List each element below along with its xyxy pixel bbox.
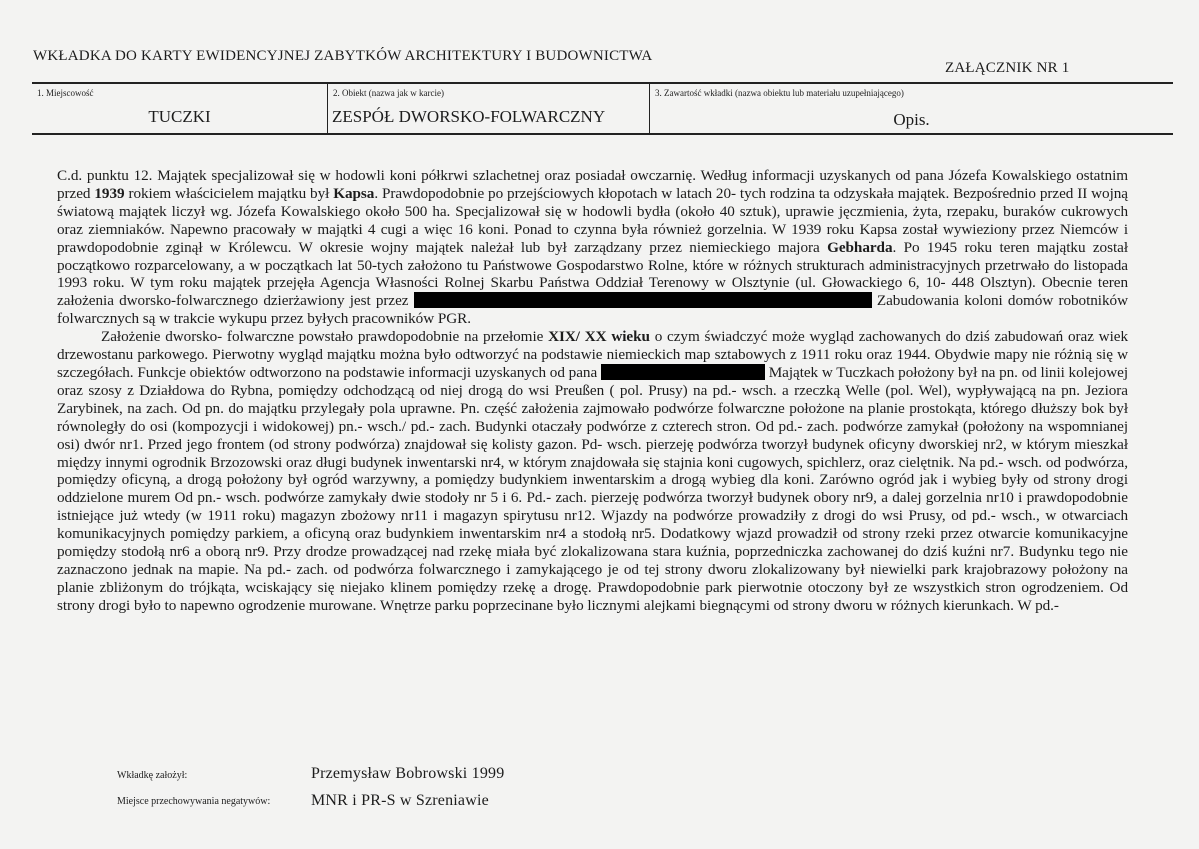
paragraph-1-text: rokiem właścicielem majątku był [124,184,334,202]
paragraph-1-text: . Prawdopodobnie po przejściowych kłopotach w latach 20- tych rodzina ta odzyskała majątek. Bezpośrednio przed II wojną światową majątek liczył wg. Józefa Kowalskiego około 500 ha. Specjalizował się w hodowli bydła (około 40 sztuk), uprawie jęczmienia, żyta, rzepaku, buraków cukrowych oraz ziemniaków. Napewno pracowały w majątki 4 cugi a więc 16 koni. Ponad to czynna była również gorzelnia. W 1939 roku Kapsa został wywieziony przez Niemców i prawdopodobnie zginął w Królewcu. W okresie wojny majątek należał lub był zarządzany przez niemieckiego majora [57,184,1128,256]
bold-name-gebharda: Gebharda [827,238,893,256]
paragraph-2 [57,328,1128,615]
redaction-block [601,364,765,380]
author-label: Wkładkę założył: [117,770,188,781]
paragraph-1 [57,167,1128,328]
bold-century: XIX/ XX wieku [548,328,650,346]
redaction-block [414,292,872,308]
annex-number: ZAŁĄCZNIK NR 1 [945,60,1070,76]
paragraph-2-text: o czym świadczyć może wygląd zachowanych do dziś zabudowań oraz wiek drzewostanu parkowego. Pierwotny wygląd majątku można było odtworzyć na podstawie niemieckich map sztabowych z 1911 roku oraz 1944. Obydwie mapy nie różnią się w szczegółach. Funkcje obiektów odtworzono na podstawie informacji uzyskanych od pana [57,328,1128,381]
bold-name-kapsa: Kapsa [333,184,375,202]
object-value: ZESPÓŁ DWORSKO-FOLWARCZNY [332,107,606,126]
paragraph-1-text: Zabudowania koloni domów robotników folwarcznych są w trakcie wykupu przez byłych pracowników PGR. [57,292,1128,328]
document-title: WKŁADKA DO KARTY EWIDENCYJNEJ ZABYTKÓW ARCHITEKTURY I BUDOWNICTWA [33,48,653,64]
locality-value: TUCZKI [148,107,211,126]
content-cell [650,84,1173,133]
content-value: Opis. [893,110,930,129]
bold-year-1939: 1939 [94,184,125,202]
fields-table [32,82,1173,135]
locality-cell [32,84,328,133]
paragraph-2-text: Majątek w Tuczkach położony był na pn. od linii kolejowej oraz szosy z Działdowa do Rybna, pomiędzy odchodzącą od niej drogą do wsi Preußen ( pol. Prusy) na pd.- wsch. a rzeczką Welle (pol. Wel), wypływającą na pn. Jeziora Zarybinek, na zach. Od pn. do majątku przylegały pola uprawne. Pn. część założenia zajmowało podwórze folwarczne położone na planie prostokąta, którego dłuższy bok był równoległy do osi (kompozycji i widokowej) pn.- wsch./ pd.- zach. Budynki otaczały podwórze z czterech stron. Od pd.- zach. podwórze zamykał (położony na wspomnianej osi) dwór nr1. Przed jego frontem (od strony podwórza) znajdował się kolisty gazon. Pd- wsch. pierzeję podwórza tworzył budynek oficyny dworskiej nr2, w którym mieszkał między innymi ogrodnik Brzozowski oraz długi budynek inwentarski nr4, w którym znajdowała się stajnia koni cugowych, spichlerz, oraz cielętnik. Na pd.- wsch. od podwórza, pomiędzy oficyną, a drogą położony był ogród warzywny, a pomiędzy budynkiem inwentarskim a drogą wybieg dla koni. Zarówno ogród jak i wybieg były od strony drogi oddzielone murem Od pn.- wsch. podwórze zamykały dwie stodoły nr 5 i 6. Pd.- zach. pierzeję podwórza tworzył budynek obory nr9, a dalej gorzelnia nr10 i prawdopodobnie istniejące już wtedy (w 1911 roku) magazyn zbożowy nr11 i magazyn spirytusu nr12. Wjazdy na podwórze prowadziły z drogi do wsi Prusy, od pd.- wsch., w otwarciach komunikacyjnych pomiędzy parkiem, a oficyną oraz budynkiem inwentarskim nr4 a stodołą nr5. Dodatkowy wjazd prowadził od strony rzeki przez otwarcie komunikacyjne pomiędzy stodołą nr6 a oborą nr9. Przy drodze prowadzącej nad rzekę miała być zlokalizowana stara kuźnia, poprzedniczka zachowanej do dziś kuźni nr7. Budynku tego nie zaznaczono jednak na mapie. Na pd.- zach. od podwórza folwarcznego i zamykającego je od tej strony dworu zlokalizowany był niewielki park krajobrazowy położony na planie zbliżonym do trójkąta, wciskający się niejako klinem pomiędzy rzekę a drogę. Prawdopodobnie park pierwotnie otoczony był ze wszystkich stron ogrodzeniem. Od strony drogi było to napewno ogrodzenie murowane. Wnętrze parku poprzecinane było licznymi alejkami biegnącymi od strony dworu w różnych kierunkach. W pd.- [57,363,1128,614]
description-body [57,167,1128,615]
object-label: 2. Obiekt (nazwa jak w karcie) [333,88,444,98]
negatives-location-label: Miejsce przechowywania negatywów: [117,796,271,807]
paragraph-1-text: C.d. punktu 12. Majątek specjalizował się w hodowli koni półkrwi szlachetnej oraz posiadał owczarnię. Według informacji uzyskanych od pana Józefa Kowalskiego ostatnim przed [57,167,1128,202]
content-label: 3. Zawartość wkładki (nazwa obiektu lub materiału uzupełniającego) [655,88,904,98]
author-value: Przemysław Bobrowski 1999 [311,765,505,782]
object-cell [328,84,650,133]
paragraph-2-text: Założenie dworsko- folwarczne powstało prawdopodobnie na przełomie [101,328,549,346]
negatives-location-value: MNR i PR-S w Szreniawie [311,792,489,809]
paragraph-1-text: . Po 1945 roku teren majątku został początkowo rozparcelowany, a w początkach lat 50-tych założono tu Państwowe Gospodarstwo Rolne, które w różnych strukturach administracyjnych przetrwało do listopada 1993 roku. W tym roku majątek przejęła Agencja Własności Rolnej Skarbu Państwa Oddział Terenowy w Olsztynie (ul. Głowackiego 6, 10- 448 Olsztyn). Obecnie teren założenia dworsko-folwarcznego dzierżawiony jest przez [57,238,1128,310]
locality-label: 1. Miejscowość [37,88,94,98]
